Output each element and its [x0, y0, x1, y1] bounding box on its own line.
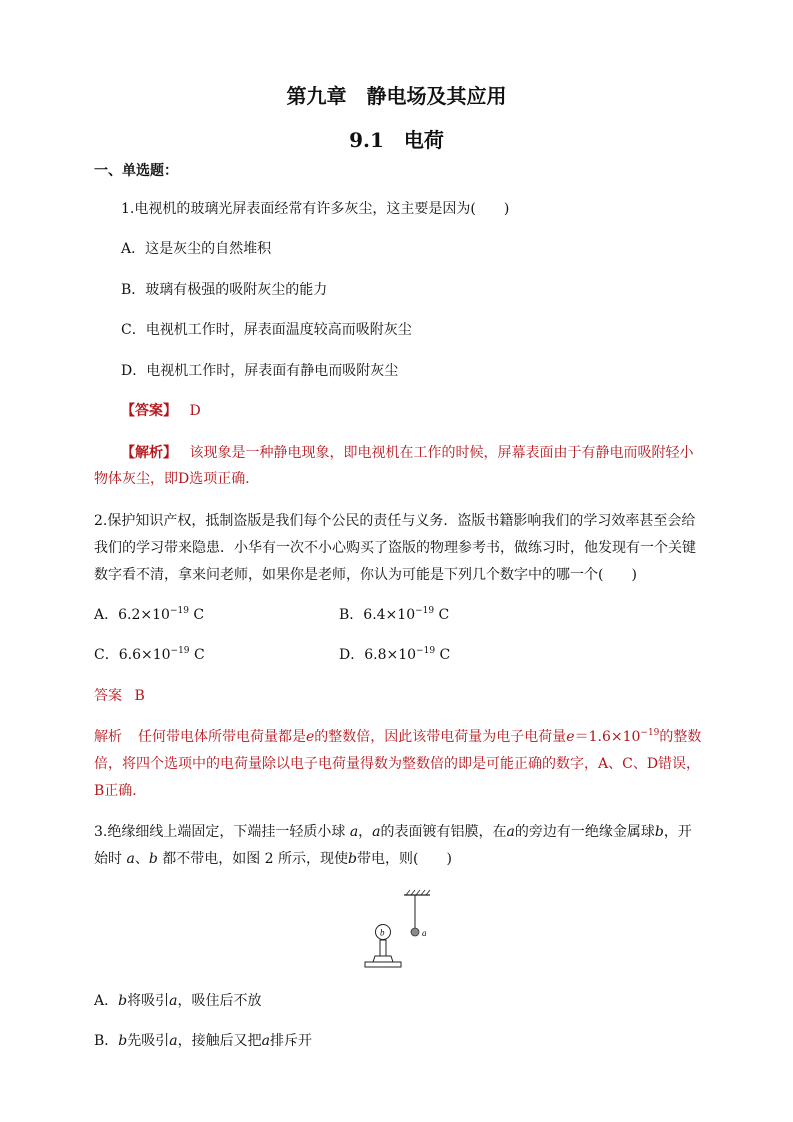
q2-option-c-exp: −19 [170, 646, 190, 656]
q1-stem: 1.电视机的玻璃光屏表面经常有许多灰尘，这主要是因为( ) [121, 201, 510, 217]
q2-option-b [339, 605, 449, 625]
q3-var: a [126, 851, 135, 867]
q2-option-c-value: 6.6×10 [118, 647, 171, 663]
q2-analysis-text-d: 的整数 [659, 729, 702, 745]
q3-text: 带电，则( ) [357, 851, 452, 867]
q2-option-c-letter: C． [94, 647, 119, 663]
stand-foot [373, 956, 393, 962]
q2-option-a-unit: C [188, 607, 205, 623]
q3-text: 、 [134, 851, 149, 867]
q1-option-c: C．电视机工作时，屏表面温度较高而吸附灰尘 [121, 322, 412, 338]
q2-answer-value: B [134, 688, 145, 704]
q2-analysis-var-e1: e [306, 729, 315, 745]
q3-var: a [506, 824, 515, 840]
q3-option-text: ，接触后又把 [177, 1033, 262, 1049]
q2-option-d-unit: C [435, 647, 451, 663]
q2-option-b-exp: −19 [415, 606, 435, 616]
q2-option-b-letter: B． [339, 607, 364, 623]
q3-text: ，开 [663, 824, 692, 840]
q2-stem-line2: 我们的学习带来隐患．小华有一次不小心购买了盗版的物理参考书，做练习时，他发现有一个关键 [94, 540, 696, 556]
stand-base [365, 962, 401, 967]
q2-option-d-letter: D． [339, 647, 365, 663]
q2-stem-line3: 数字看不清，拿来问老师，如果你是老师，你认为可能是下列几个数字中的哪一个( ) [94, 567, 637, 583]
q2-option-c-unit: C [189, 647, 205, 663]
q2-option-b-unit: C [434, 607, 450, 623]
q1-option-a: A．这是灰尘的自然堆积 [121, 241, 272, 257]
q3-option-a [94, 991, 261, 1011]
q3-option-text: 排斥开 [269, 1033, 312, 1049]
q1-analysis-text: 该现象是一种静电现象，即电视机在工作的时候，屏幕表面由于有静电而吸附轻小 [189, 445, 694, 461]
q3-option-var: a [261, 1033, 270, 1049]
q2-option-a-value: 6.2×10 [118, 607, 170, 623]
ball-b-label: b [380, 927, 385, 938]
q3-var: b [654, 824, 664, 840]
q3-stem-line1 [94, 822, 692, 842]
q2-analysis-line2: 倍，将四个选项中的电荷量除以电子电荷量得数为整数倍的即是可能正确的数字，A、C、D错误， [94, 756, 701, 772]
section-heading: 一、单选题： [94, 163, 178, 179]
q3-var: b [348, 851, 358, 867]
q3-var: a [372, 824, 381, 840]
q3-text: 都不带电，如图 2 所示，现使 [157, 851, 349, 867]
q3-option-text: 将吸引 [127, 993, 170, 1009]
q1-answer-value: D [189, 403, 201, 419]
q2-analysis-text-c: ＝1.6×10 [574, 729, 641, 745]
q3-option-b [94, 1031, 312, 1051]
q2-option-d-exp: −19 [416, 646, 436, 656]
q3-option-text: A． [94, 993, 119, 1009]
q2-option-d-value: 6.8×10 [364, 647, 417, 663]
q2-analysis-text-a: 任何带电体所带电荷量都是 [138, 729, 306, 745]
q1-analysis-line2: 物体灰尘，即D选项正确． [94, 471, 260, 487]
section-title: 9.1 电荷 [349, 128, 444, 152]
q2-analysis-exp: −19 [640, 728, 660, 738]
q2-analysis-text-b: 的整数倍，因此该带电荷量为电子电荷量 [314, 729, 567, 745]
q1-answer-label: 【答案】 [121, 403, 177, 419]
q1-answer [121, 401, 201, 421]
ball-a-label: a [422, 928, 427, 938]
insulating-post [380, 940, 386, 956]
q3-stem-line2 [94, 849, 452, 869]
q3-option-var: b [118, 1033, 128, 1049]
q2-option-a-letter: A． [94, 607, 119, 623]
q3-option-var: a [169, 1033, 178, 1049]
figure-2 [360, 888, 436, 970]
q3-option-var: a [169, 993, 178, 1009]
q2-stem-line1: 2.保护知识产权，抵制盗版是我们每个公民的责任与义务．盗版书籍影响我们的学习效率甚至会给 [94, 513, 696, 529]
q3-text: 始时 [94, 851, 127, 867]
ceiling-support [404, 890, 430, 895]
q3-var: a [349, 824, 359, 840]
q2-analysis-line1 [94, 727, 701, 747]
q3-text: 的表面镀有铝膜，在 [380, 824, 507, 840]
q2-answer [94, 686, 145, 706]
q2-analysis-label: 解析 [94, 729, 122, 745]
q3-text: 的旁边有一绝缘金属球 [514, 824, 655, 840]
q3-var: b [148, 851, 158, 867]
q1-analysis-label: 【解析】 [121, 445, 177, 461]
q3-option-text: 先吸引 [127, 1033, 170, 1049]
q1-option-d: D．电视机工作时，屏表面有静电而吸附灰尘 [121, 363, 399, 379]
ball-a [411, 928, 419, 936]
q1-analysis-line1 [121, 443, 693, 463]
q3-option-text: ，吸住后不放 [177, 993, 262, 1009]
q1-option-b: B．玻璃有极强的吸附灰尘的能力 [121, 282, 328, 298]
chapter-title: 第九章 静电场及其应用 [286, 84, 507, 108]
q3-text: 3.绝缘细线上端固定，下端挂一轻质小球 [94, 824, 350, 840]
q2-option-d [339, 645, 450, 665]
q2-answer-label: 答案 [94, 688, 122, 704]
q2-option-b-value: 6.4×10 [363, 607, 416, 623]
q3-option-text: B． [94, 1033, 119, 1049]
q3-text: ， [358, 824, 373, 840]
q2-analysis-var-e2: e [566, 729, 575, 745]
q2-option-a-exp: −19 [169, 606, 189, 616]
q2-analysis-line3: B正确． [94, 783, 147, 799]
q2-option-a [94, 605, 204, 625]
q3-option-var: b [118, 993, 128, 1009]
q2-option-c [94, 645, 205, 665]
